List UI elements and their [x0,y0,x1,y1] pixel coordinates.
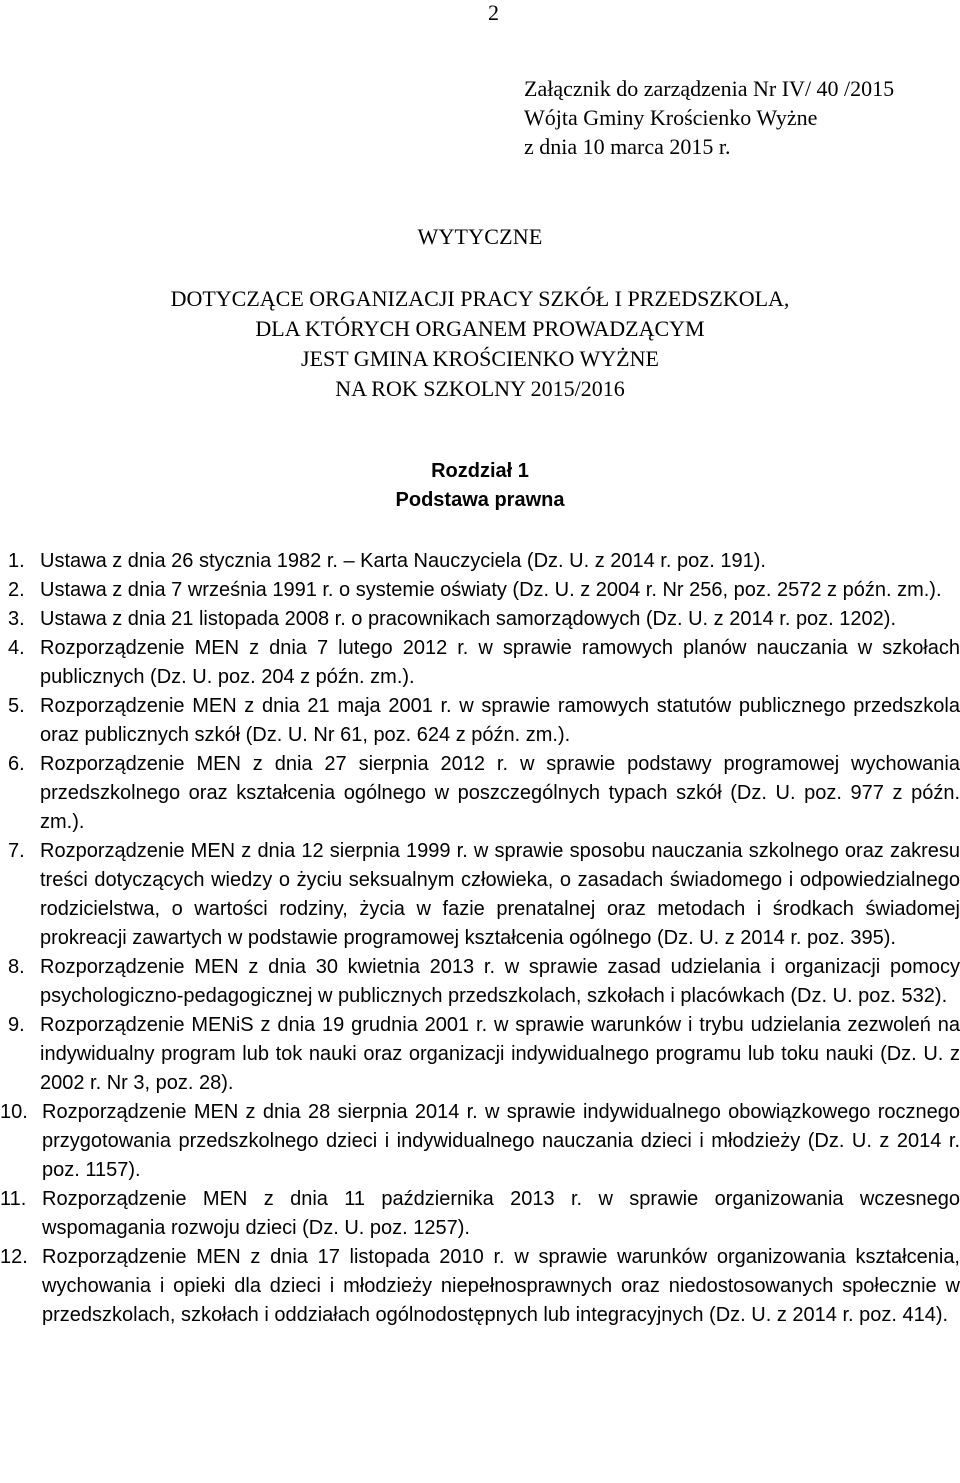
item-number: 9. [8,1014,25,1036]
list-item [8,634,960,692]
item-text: Rozporządzenie MEN z dnia 30 kwietnia 2013 r. w sprawie zasad udzielania i organizacji pomocy psychologiczno-pedagogicznej w publicznych przedszkolach, szkołach i placówkach (Dz. U. poz. 532). [40,956,960,1007]
item-text: Rozporządzenie MEN z dnia 17 listopada 2010 r. w sprawie warunków organizowania kształcenia, wychowania i opieki dla dzieci i młodzieży niepełnosprawnych oraz niedostosowanych społecznie w przedszkolach, szkołach i oddziałach ogólnodostępnych lub integracyjnych (Dz. U. z 2014 r. poz. 414). [42,1246,960,1326]
page-number: 2 [488,0,499,25]
item-text: Rozporządzenie MEN z dnia 12 sierpnia 1999 r. w sprawie sposobu nauczania szkolnego oraz zakresu treści dotyczących wiedzy o życiu seksualnym człowieka, o zasadach świadomego i odpowiedzialnego rodzicielstwa, o wartości rodziny, życia w fazie prenatalnej oraz metodach i środkach świadomej prokreacji zawartych w podstawie programowej kształcenia ogólnego (Dz. U. z 2014 r. poz. 395). [40,840,960,949]
chapter-heading [0,457,960,515]
subtitle-line-4: NA ROK SZKOLNY 2015/2016 [335,376,625,401]
annex-header [524,74,894,161]
item-text: Ustawa z dnia 26 stycznia 1982 r. – Karta Nauczyciela (Dz. U. z 2014 r. poz. 191). [40,550,766,572]
subtitle-line-2: DLA KTÓRYCH ORGANEM PROWADZĄCYM [255,316,705,341]
list-item [8,953,960,1011]
subtitle-line-1: DOTYCZĄCE ORGANIZACJI PRACY SZKÓŁ I PRZEDSZKOLA, [170,286,790,311]
list-item [0,1098,960,1185]
item-text: Rozporządzenie MEN z dnia 21 maja 2001 r. w sprawie ramowych statutów publicznego przedszkola oraz publicznych szkół (Dz. U. Nr 61, poz. 624 z późn. zm.). [40,695,960,746]
item-number: 11. [0,1188,27,1210]
item-number: 4. [8,637,25,659]
list-item [8,692,960,750]
document-title: WYTYCZNE [417,224,543,249]
list-item [8,576,960,605]
item-text: Rozporządzenie MEN z dnia 27 sierpnia 2012 r. w sprawie podstawy programowej wychowania przedszkolnego oraz kształcenia ogólnego w poszczególnych typach szkół (Dz. U. poz. 977 z późn. zm.). [40,753,960,833]
item-text: Rozporządzenie MEN z dnia 11 października 2013 r. w sprawie organizowania wczesnego wspomagania rozwoju dzieci (Dz. U. poz. 1257). [42,1188,960,1239]
item-number: 3. [8,608,25,630]
list-item [8,547,960,576]
item-text: Rozporządzenie MEN z dnia 28 sierpnia 2014 r. w sprawie indywidualnego obowiązkowego rocznego przygotowania przedszkolnego dzieci i indywidualnego nauczania dzieci i młodzieży (Dz. U. z 2014 r. poz. 1157). [42,1101,960,1181]
annex-line-3: z dnia 10 marca 2015 r. [524,134,731,159]
list-item [8,750,960,837]
item-number: 2. [8,579,25,601]
chapter-number: Rozdział 1 [431,460,529,482]
item-text: Ustawa z dnia 7 września 1991 r. o systemie oświaty (Dz. U. z 2004 r. Nr 256, poz. 2572 z późn. zm.). [40,579,942,601]
annex-line-2: Wójta Gminy Krościenko Wyżne [524,105,818,130]
item-number: 12. [0,1246,28,1268]
item-text: Rozporządzenie MENiS z dnia 19 grudnia 2001 r. w sprawie warunków i trybu udzielania zezwoleń na indywidualny program lub tok nauki oraz organizacji indywidualnego programu lub toku nauki (Dz. U. z 2002 r. Nr 3, poz. 28). [40,1014,960,1094]
item-number: 8. [8,956,25,978]
list-item [0,1185,960,1243]
list-item [0,1243,960,1330]
chapter-name: Podstawa prawna [395,489,565,511]
item-text: Rozporządzenie MEN z dnia 7 lutego 2012 r. w sprawie ramowych planów nauczania w szkołach publicznych (Dz. U. poz. 204 z późn. zm.). [40,637,960,688]
item-number: 10. [0,1101,28,1123]
annex-line-1: Załącznik do zarządzenia Nr IV/ 40 /2015 [524,76,895,101]
subtitle-line-3: JEST GMINA KROŚCIENKO WYŻNE [301,346,659,371]
document-subtitle [0,284,960,404]
list-item [8,837,960,953]
item-number: 7. [8,840,25,862]
item-number: 5. [8,695,25,717]
list-item [8,1011,960,1098]
item-text: Ustawa z dnia 21 listopada 2008 r. o pracownikach samorządowych (Dz. U. z 2014 r. poz. 1202). [40,608,897,630]
legal-basis-list [0,547,960,1330]
list-item [8,605,960,634]
item-number: 6. [8,753,25,775]
item-number: 1. [8,550,25,572]
